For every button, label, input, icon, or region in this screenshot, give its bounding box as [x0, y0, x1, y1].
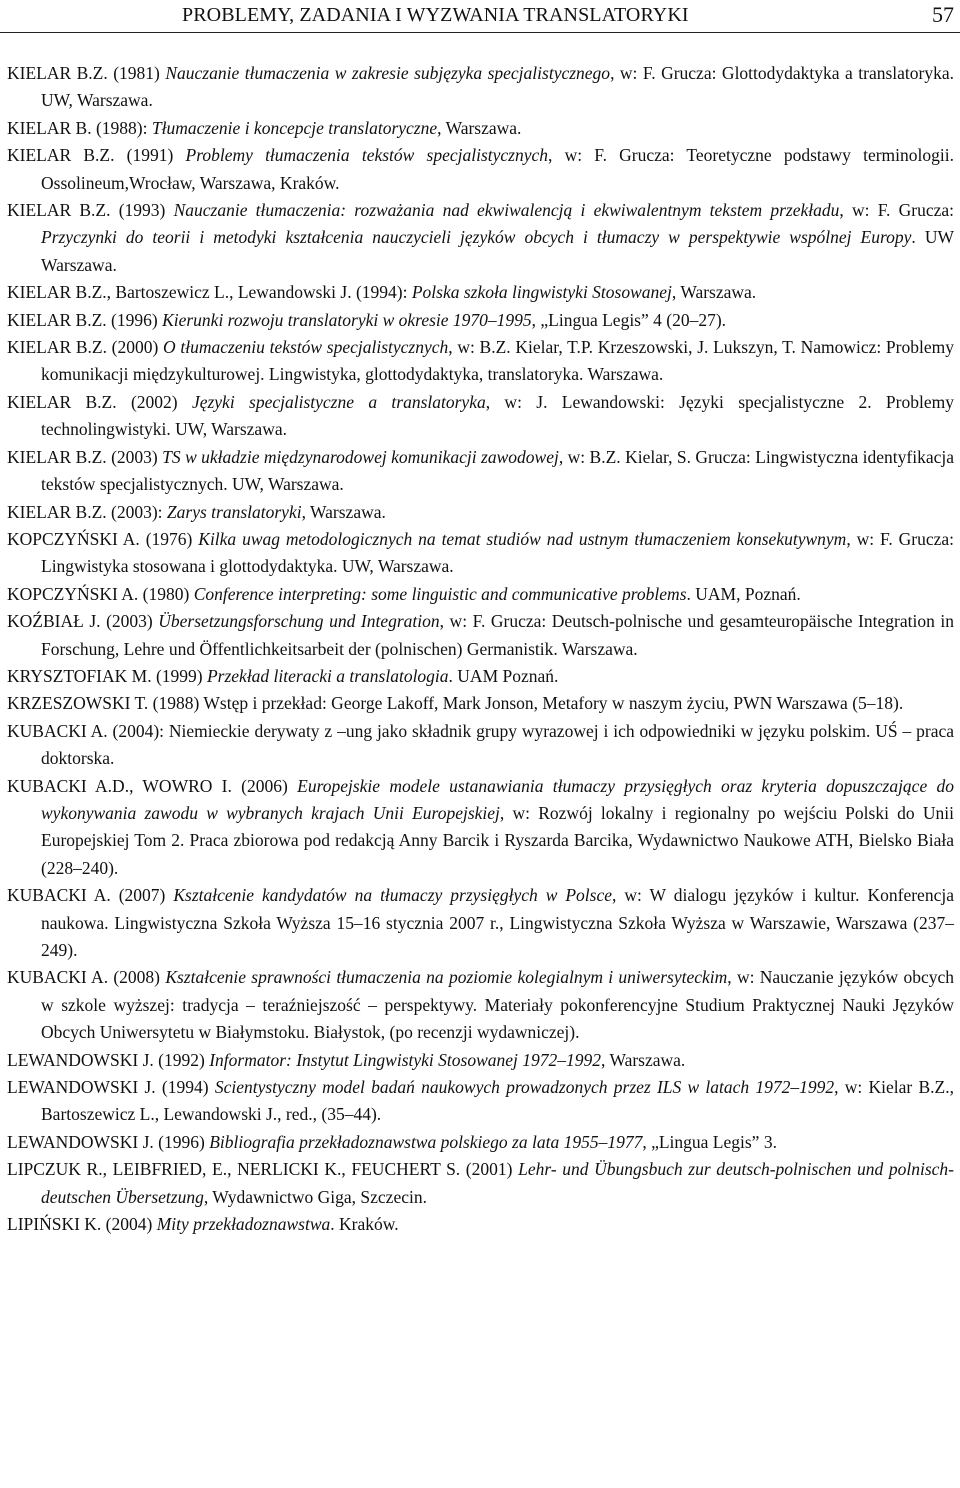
entry-text: . UAM, Poznań.	[686, 583, 801, 604]
entry-text: , Warszawa.	[601, 1049, 686, 1070]
bibliography-entry	[7, 389, 954, 444]
entry-text: LIPIŃSKI K. (2004)	[7, 1214, 157, 1235]
entry-title-italic: Kilka uwag metodologicznych na temat studiów nad ustnym tłumaczeniem konsekutywnym	[198, 528, 847, 549]
bibliography-entry	[7, 1129, 954, 1156]
entry-text: KIELAR B.Z. (1991)	[7, 145, 186, 166]
bibliography-list	[7, 60, 954, 1238]
entry-text: KRYSZTOFIAK M. (1999)	[7, 665, 207, 686]
entry-text: KIELAR B.Z. (1996)	[7, 309, 163, 330]
entry-title-italic: Przyczynki do teorii i metodyki kształcenia nauczycieli języków obcych i tłumaczy w perspektywie wspólnej Europy	[41, 227, 912, 248]
entry-text: LEWANDOWSKI J. (1994)	[7, 1077, 215, 1098]
entry-text: , w: Kielar B.Z., Bartoszewicz L., Lewandowski J., red., (35–44).	[41, 1077, 954, 1125]
entry-text: , w: F. Grucza:	[839, 200, 954, 221]
entry-title-italic: Kształcenie sprawności tłumaczenia na poziomie kolegialnym i uniwersyteckim	[165, 967, 728, 988]
entry-text: KOPCZYŃSKI A. (1976)	[7, 528, 199, 549]
entry-title-italic: Lehr- und Übungsbuch zur deutsch-polnischen und polnisch-deutschen Übersetzung	[41, 1159, 954, 1207]
entry-title-italic: Scientystyczny model badań naukowych prowadzonych przez ILS w latach 1972–1992	[214, 1077, 835, 1098]
running-header-title: PROBLEMY, ZADANIA I WYZWANIA TRANSLATORYKI	[182, 4, 689, 26]
entry-text: LIPCZUK R., LEIBFRIED, E., NERLICKI K., FEUCHERT S. (2001)	[7, 1159, 519, 1180]
entry-text: KIELAR B.Z. (1981)	[7, 63, 166, 83]
entry-text: , w: Rozwój lokalny i regionalny po wejściu Polski do Unii Europejskiej Tom 2. Praca zbiorowa pod redakcją Anny Barcik i Ryszarda Barcika, Wydawnictwo Naukowe ATH, Bielsko Biała (228–240).	[41, 802, 954, 878]
bibliography-entry	[7, 279, 954, 306]
bibliography-entry	[7, 444, 954, 499]
entry-title-italic: TS w układzie międzynarodowej komunikacji zawodowej	[162, 446, 559, 467]
bibliography-entry	[7, 690, 954, 717]
entry-title-italic: Bibliografia przekładoznawstwa polskiego za lata 1955–1977	[209, 1131, 643, 1152]
bibliography-entry	[7, 663, 954, 690]
entry-text: KUBACKI A. (2004): Niemieckie derywaty z –ung jako składnik grupy wyrazowej i ich odpowiedniki w języku polskim. UŚ – praca doktorska.	[7, 720, 954, 769]
bibliography-entry	[7, 334, 954, 389]
entry-title-italic: Problemy tłumaczenia tekstów specjalistycznych	[185, 145, 548, 166]
entry-text: , w: B.Z. Kielar, T.P. Krzeszowski, J. Lukszyn, T. Namowicz: Problemy komunikacji międzykulturowej. Lingwistyka, glottodydaktyka, translatoryka. Warszawa.	[41, 337, 954, 385]
entry-title-italic: Zarys translatoryki	[166, 501, 302, 522]
entry-title-italic: Przekład literacki a translatologia	[206, 665, 449, 686]
bibliography-entry	[7, 1047, 954, 1074]
entry-text: KUBACKI A. (2008)	[7, 967, 166, 988]
entry-text: , Warszawa.	[671, 282, 757, 303]
entry-text: , Warszawa.	[301, 501, 386, 522]
entry-title-italic: Polska szkoła lingwistyki Stosowanej	[411, 282, 672, 303]
bibliography-entry	[7, 526, 954, 581]
bibliography-entry	[7, 115, 954, 142]
running-header	[0, 0, 960, 33]
entry-text: . Kraków.	[330, 1214, 399, 1235]
entry-title-italic: Kierunki rozwoju translatoryki w okresie 1970–1995	[162, 309, 532, 330]
entry-text: KIELAR B.Z., Bartoszewicz L., Lewandowski J. (1994):	[7, 282, 412, 303]
entry-text: KIELAR B.Z. (2003)	[7, 446, 163, 467]
entry-text: LEWANDOWSKI J. (1996)	[7, 1131, 210, 1152]
entry-text: KUBACKI A.D., WOWRO I. (2006)	[7, 775, 298, 796]
entry-text: , w: J. Lewandowski: Języki specjalistyczne 2. Problemy technolingwistyki. UW, Warszawa.	[41, 391, 954, 440]
entry-text: , „Lingua Legis” 3.	[642, 1131, 777, 1152]
entry-text: KOŹBIAŁ J. (2003)	[7, 611, 159, 632]
entry-title-italic: Europejskie modele ustanawiania tłumaczy przysięgłych oraz kryteria dopuszczające do wykonywania zawodu w wybranych krajach Unii Europejskiej	[41, 775, 954, 823]
bibliography-entry	[7, 60, 954, 115]
bibliography-entry	[7, 142, 954, 197]
bibliography-entry	[7, 608, 954, 663]
bibliography-entry	[7, 1156, 954, 1211]
bibliography-entry	[7, 882, 954, 964]
bibliography-entry	[7, 773, 954, 883]
entry-text: KIELAR B.Z. (2002)	[7, 391, 192, 412]
bibliography-entry	[7, 307, 954, 334]
entry-text: , w: F. Grucza: Glottodydaktyka a translatoryka. UW, Warszawa.	[41, 63, 954, 111]
entry-text: , w: B.Z. Kielar, S. Grucza: Lingwistyczna identyfikacja tekstów specjalistycznych. UW, Warszawa.	[41, 446, 954, 495]
entry-text: , w: F. Grucza: Deutsch-polnische und gesamteuropäische Integration in Forschung, Lehre und Öffentlichkeitsarbeit der (polnischen) Germanistik. Warszawa.	[41, 611, 954, 659]
entry-title-italic: Kształcenie kandydatów na tłumaczy przysięgłych w Polsce	[173, 885, 613, 906]
bibliography-entry	[7, 1074, 954, 1129]
entry-text: , Warszawa.	[437, 117, 522, 138]
entry-text: KIELAR B. (1988):	[7, 117, 152, 138]
entry-title-italic: Tłumaczenie i koncepcje translatoryczne	[151, 117, 438, 138]
bibliography-entry	[7, 718, 954, 773]
bibliography-entry	[7, 197, 954, 279]
entry-title-italic: O tłumaczeniu tekstów specjalistycznych	[163, 337, 449, 358]
entry-text: , w: W dialogu języków i kultur. Konferencja naukowa. Lingwistyczna Szkoła Wyższa 15–16 stycznia 2007 r., Lingwistyczna Szkoła Wyższa w Warszawie, Warszawa (237–249).	[41, 885, 954, 960]
entry-title-italic: Mity przekładoznawstwa	[156, 1214, 331, 1235]
entry-text: , w: F. Grucza: Lingwistyka stosowana i glottodydaktyka. UW, Warszawa.	[41, 528, 954, 577]
entry-text: KIELAR B.Z. (2003):	[7, 501, 167, 522]
entry-text: KIELAR B.Z. (1993)	[7, 200, 174, 221]
entry-text: , „Lingua Legis” 4 (20–27).	[531, 309, 727, 330]
entry-text: , Wydawnictwo Giga, Szczecin.	[203, 1186, 427, 1207]
entry-text: , w: Nauczanie języków obcych w szkole wyższej: tradycja – teraźniejszość – perspektywy. Materiały pokonferencyjne Studium Praktycznej Nauki Języków Obcych Uniwersytetu w Białymstoku. Białystok, (po recenzji wydawniczej).	[41, 967, 955, 1043]
entry-text: . UAM Poznań.	[448, 665, 559, 686]
entry-text: KIELAR B.Z. (2000)	[7, 337, 164, 358]
entry-text: . UW Warszawa.	[41, 227, 954, 275]
bibliography-entry	[7, 964, 954, 1046]
entry-title-italic: Übersetzungsforschung und Integration	[158, 611, 440, 632]
entry-title-italic: Nauczanie tłumaczenia: rozważania nad ekwiwalencją i ekwiwalentnym tekstem przekładu	[173, 200, 840, 221]
entry-text: KOPCZYŃSKI A. (1980)	[7, 583, 194, 604]
bibliography-entry	[7, 581, 954, 608]
bibliography-entry	[7, 1211, 954, 1238]
entry-text: LEWANDOWSKI J. (1992)	[7, 1049, 210, 1070]
entry-title-italic: Języki specjalistyczne a translatoryka	[191, 391, 486, 412]
entry-text: KRZESZOWSKI T. (1988) Wstęp i przekład: George Lakoff, Mark Jonson, Metafory w naszym życiu, PWN Warszawa (5–18).	[7, 693, 904, 714]
bibliography-entry	[7, 499, 954, 526]
entry-title-italic: Informator: Instytut Lingwistyki Stosowanej 1972–1992	[209, 1049, 602, 1070]
entry-text: , w: F. Grucza: Teoretyczne podstawy terminologii. Ossolineum,Wrocław, Warszawa, Kraków.	[41, 145, 954, 193]
entry-text: KUBACKI A. (2007)	[7, 885, 174, 906]
entry-title-italic: Conference interpreting: some linguistic and communicative problems	[193, 583, 687, 604]
entry-title-italic: Nauczanie tłumaczenia w zakresie subjęzyka specjalistycznego	[165, 63, 611, 83]
page-number: 57	[932, 2, 954, 27]
